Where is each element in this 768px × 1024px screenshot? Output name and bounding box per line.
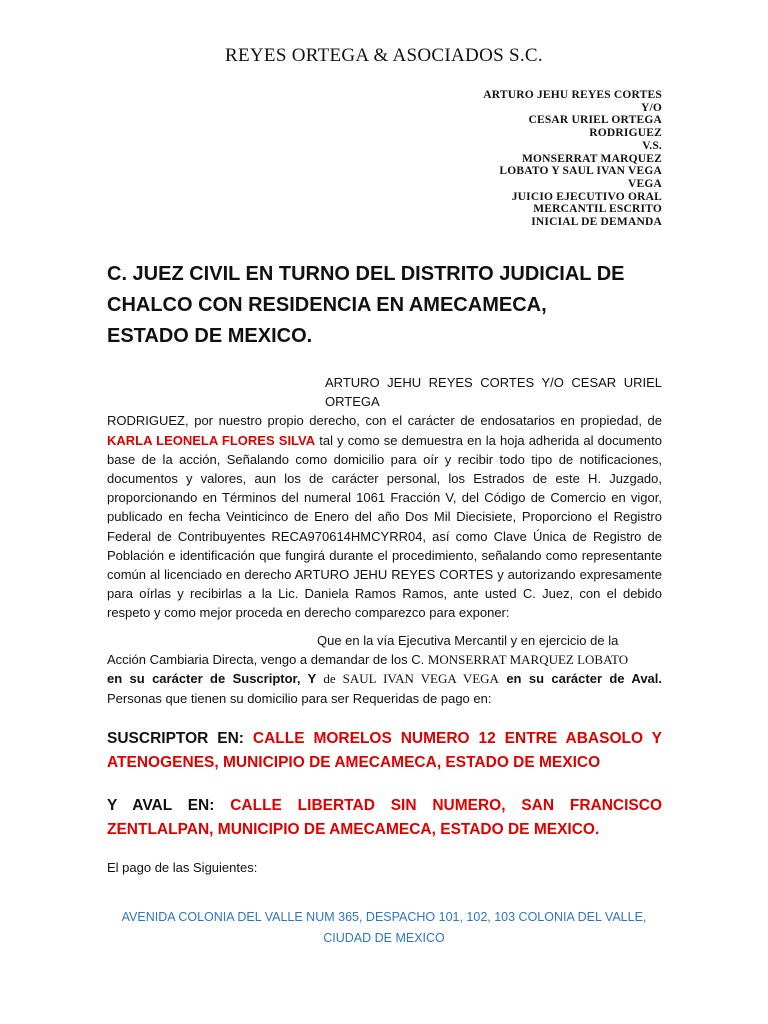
claim-text-a: Acción Cambiaria Directa, vengo a demandar de los C. bbox=[107, 652, 428, 668]
addressee-heading: C. JUEZ CIVIL EN TURNO DEL DISTRITO JUDICIAL DE CHALCO CON RESIDENCIA EN AMECAMECA, ESTADO DE MEXICO. bbox=[107, 263, 625, 347]
endorser-name: KARLA LEONELA FLORES SILVA bbox=[107, 432, 316, 448]
intro-paragraph bbox=[107, 373, 662, 623]
aval-address-block bbox=[107, 794, 662, 842]
claim-text-c: de bbox=[316, 671, 343, 687]
intro-lead: ARTURO JEHU REYES CORTES Y/O CESAR URIEL ORTEGA bbox=[325, 375, 662, 410]
defendant-suscriptor: MONSERRAT MARQUEZ LOBATO bbox=[427, 652, 629, 668]
suscriptor-label: SUSCRIPTOR EN: bbox=[107, 730, 244, 747]
firm-name: REYES ORTEGA & ASOCIADOS S.C. bbox=[225, 45, 543, 66]
suscriptor-address: CALLE MORELOS NUMERO 12 ENTRE ABASOLO Y ATENOGENES, MUNICIPIO DE AMECAMECA, ESTADO DE MEXICO bbox=[107, 730, 663, 771]
case-caption-line: V.S. bbox=[642, 139, 662, 152]
claim-text-e: Personas que tienen su domicilio para ser Requeridas de pago en: bbox=[107, 690, 492, 706]
case-caption-line: MONSERRAT MARQUEZ bbox=[521, 152, 662, 165]
case-caption-line: JUICIO EJECUTIVO ORAL bbox=[511, 190, 662, 203]
aval-address: CALLE LIBERTAD SIN NUMERO, SAN FRANCISCO ZENTLALPAN, MUNICIPIO DE AMECAMECA, ESTADO DE MEXICO. bbox=[107, 797, 663, 838]
intro-text-a: RODRIGUEZ, por nuestro propio derecho, con el carácter de endosatarios en propiedad, de bbox=[107, 413, 662, 429]
claim-paragraph bbox=[107, 631, 662, 708]
aval-label: Y AVAL EN: bbox=[107, 797, 215, 814]
suscriptor-address-block bbox=[107, 727, 662, 775]
case-caption-line: VEGA bbox=[627, 177, 662, 190]
case-caption-line: RODRIGUEZ bbox=[589, 127, 662, 140]
case-caption-line: INICIAL DE DEMANDA bbox=[531, 216, 662, 229]
claim-text-d: en su carácter de Aval. bbox=[498, 671, 663, 687]
claim-lead: Que en la vía Ejecutiva Mercantil y en ejercicio de la bbox=[317, 633, 619, 648]
case-caption-line: LOBATO Y SAUL IVAN VEGA bbox=[499, 165, 662, 178]
case-caption-line: ARTURO JEHU REYES CORTES bbox=[483, 89, 662, 101]
intro-text-b: tal y como se demuestra en la hoja adherida al documento base de la acción, Señalando como domicilio para oír y recibir todo tipo de notificaciones, documentos y valores, aun los de carácter personal, los Estrados de este H. Juzgado, proporcionando en Términos del numeral 1061 Fracción V, del Código de Comercio en vigor, publicado en fecha Veinticinco de Enero del año Dos Mil Diecisiete, Proporciono el Registro Federal de Contribuyentes RECA970614HMCYRR04, así como Clave Única de Registro de Población e identificación que fungirá durante el procedimiento, señalando como representante común al licenciado en derecho ARTURO JEHU REYES CORTES y autorizando expresamente para oírlas y recibirlas a la Lic. Daniela Ramos Ramos, ante usted C. Juez, con el debido respeto y como mejor proceda en derecho comparezco para exponer: bbox=[107, 432, 663, 621]
case-caption-line: Y/O bbox=[640, 101, 662, 114]
defendant-aval: SAUL IVAN VEGA VEGA bbox=[342, 671, 499, 687]
payment-line: El pago de las Siguientes: bbox=[107, 860, 258, 875]
case-caption bbox=[362, 89, 662, 229]
case-caption-line: CESAR URIEL ORTEGA bbox=[528, 114, 662, 127]
footer-address: AVENIDA COLONIA DEL VALLE NUM 365, DESPACHO 101, 102, 103 COLONIA DEL VALLE, CIUDAD DE MEXICO bbox=[121, 910, 647, 945]
claim-text-b: en su carácter de Suscriptor, Y bbox=[107, 671, 317, 687]
case-caption-line: MERCANTIL ESCRITO bbox=[533, 203, 662, 216]
